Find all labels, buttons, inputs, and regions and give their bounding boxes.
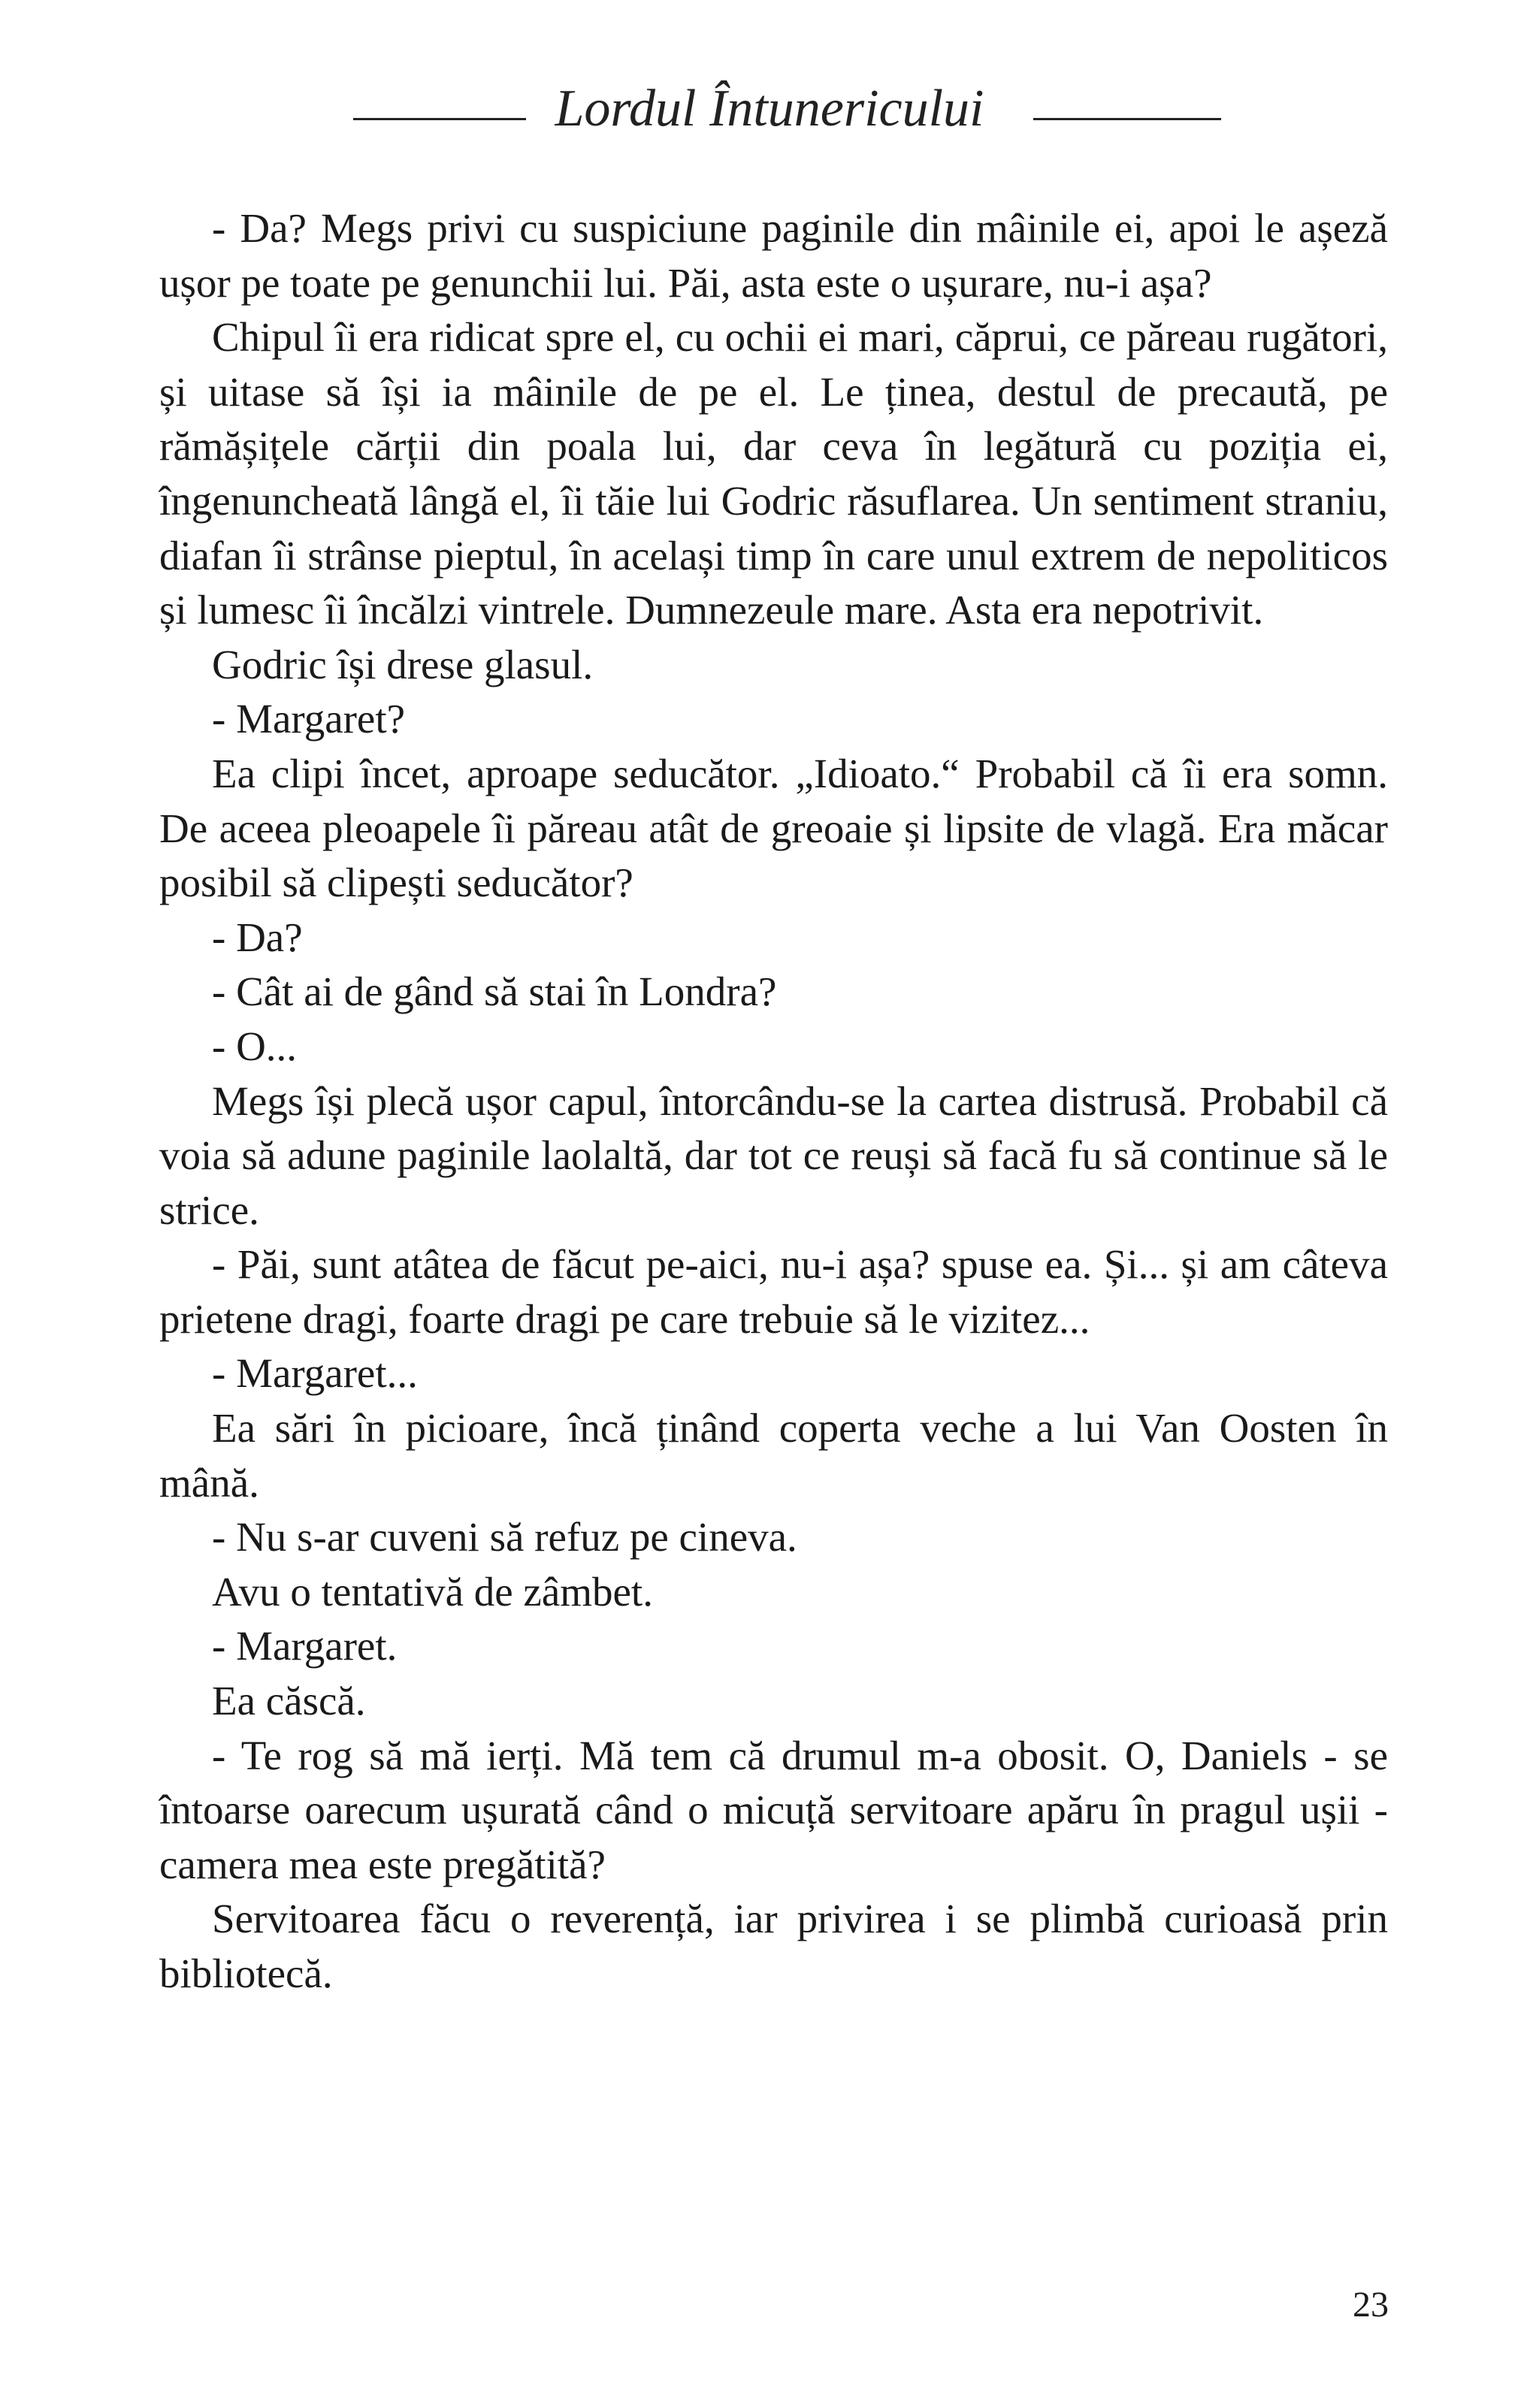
paragraph: Servitoarea făcu o reverență, iar privirea i se plimbă curioasă prin bibliotecă.	[159, 1896, 1388, 1996]
paragraph: Ea căscă.	[212, 1678, 366, 1724]
paragraph: - Margaret...	[212, 1350, 418, 1397]
paragraph: - Păi, sunt atâtea de făcut pe-aici, nu-i așa? spuse ea. Și... și am câteva prietene dragi, foarte dragi pe care trebuie să le vizitez...	[159, 1241, 1388, 1342]
paragraph: - Da? Megs privi cu suspiciune paginile din mâinile ei, apoi le așeză ușor pe toate pe genunchii lui. Păi, asta este o ușurare, nu-i așa?	[159, 205, 1388, 306]
paragraph: Chipul îi era ridicat spre el, cu ochii ei mari, căprui, ce păreau rugători, și uitase să își ia mâinile de pe el. Le ținea, destul de precaută, pe rămășițele cărții din poala lui, dar ceva în legătură cu poziția ei, îngenuncheată lângă el, îi tăie lui Godric răsuflarea. Un sentiment straniu, diafan îi strânse pieptul, în același timp în care unul extrem de nepoliticos și lumesc îi încălzi vintrele. Dumnezeule mare. Asta era nepotrivit.	[159, 314, 1388, 633]
paragraph: Ea sări în picioare, încă ținând coperta veche a lui Van Oosten în mână.	[159, 1405, 1388, 1506]
paragraph: - Margaret?	[212, 696, 406, 742]
body-text	[159, 201, 1388, 2002]
paragraph: Avu o tentativă de zâmbet.	[212, 1568, 653, 1615]
paragraph: - Da?	[212, 914, 303, 960]
paragraph: - O...	[212, 1023, 298, 1069]
paragraph: - Cât ai de gând să stai în Londra?	[212, 968, 777, 1015]
page-header	[0, 75, 1539, 143]
page-number: 23	[1353, 2285, 1389, 2325]
header-rule-right	[1033, 118, 1221, 120]
paragraph: Godric își drese glasul.	[212, 641, 594, 687]
paragraph: - Nu s-ar cuveni să refuz pe cineva.	[212, 1514, 797, 1561]
paragraph: Ea clipi încet, aproape seducător. „Idioato.“ Probabil că îi era somn. De aceea pleoapele îi păreau atât de greoaie și lipsite de vlagă. Era măcar posibil să clipești seducător?	[159, 750, 1388, 906]
paragraph: - Margaret.	[212, 1623, 398, 1669]
paragraph: - Te rog să mă ierți. Mă tem că drumul m-a obosit. O, Daniels - se întoarse oarecum ușurată când o micuță servitoare apăru în pragul ușii - camera mea este pregătită?	[159, 1732, 1388, 1887]
running-title: Lordul Întunericului	[555, 80, 984, 137]
paragraph: Megs își plecă ușor capul, întorcându-se la cartea distrusă. Probabil că voia să adune paginile laolaltă, dar tot ce reuși să facă fu să continue să le strice.	[159, 1077, 1388, 1233]
